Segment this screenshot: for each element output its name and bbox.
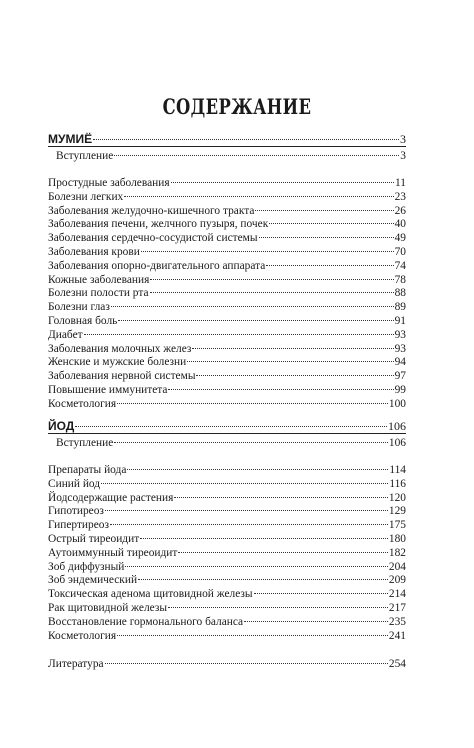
toc-entry-label: Рак щитовидной железы <box>48 602 167 614</box>
toc-entry[interactable] <box>48 355 406 369</box>
toc-entry-label: Йодсодержащие растения <box>48 491 174 504</box>
toc-entry[interactable] <box>48 369 406 383</box>
toc-page-number: 40 <box>394 218 406 231</box>
toc-entry-label: Болезни легких <box>48 190 124 203</box>
toc-page-number: 106 <box>388 419 406 433</box>
toc-page-number: 180 <box>388 533 406 545</box>
toc-page-number: 209 <box>388 574 406 587</box>
toc-page-number: 175 <box>388 519 406 532</box>
toc-page-number: 120 <box>388 491 406 504</box>
dot-leader <box>124 196 393 197</box>
toc-entry[interactable] <box>48 231 406 245</box>
toc-entry[interactable] <box>48 532 406 546</box>
toc-entry[interactable] <box>48 245 406 259</box>
toc-page-number: 182 <box>388 546 406 559</box>
section-divider <box>48 146 406 147</box>
toc-entry-label: Повышение иммунитета <box>48 384 168 396</box>
toc-entry-label: Зоб эндемический <box>48 574 138 587</box>
toc-page-number: 204 <box>388 560 406 573</box>
toc-entry-label: Вступление <box>56 150 114 162</box>
toc-page-number: 11 <box>395 177 406 189</box>
dot-leader <box>93 139 399 140</box>
dot-leader <box>168 607 388 608</box>
toc-entry[interactable] <box>48 314 406 328</box>
dot-leader <box>118 320 393 321</box>
toc-entry-label: Заболевания опорно-двигательного аппарата <box>48 259 266 272</box>
toc-page-number: 254 <box>388 658 406 670</box>
dot-leader <box>141 251 394 252</box>
toc-page-number: 97 <box>394 370 406 383</box>
toc-page-number: 49 <box>394 232 406 245</box>
toc-page-number: 94 <box>394 356 406 369</box>
toc-page-number: 23 <box>394 190 406 203</box>
toc-page-number: 116 <box>389 477 406 490</box>
toc-page-number: 93 <box>394 328 406 341</box>
toc-entry-label: Косметология <box>48 397 117 410</box>
dot-leader <box>105 510 388 511</box>
toc-entry-label: Болезни глаз <box>48 301 110 314</box>
toc-page-number: 217 <box>388 602 406 614</box>
toc-page-number: 241 <box>388 629 406 642</box>
dot-leader <box>269 223 393 224</box>
toc-entry[interactable] <box>48 300 406 314</box>
dot-leader <box>127 469 388 470</box>
toc-entry[interactable] <box>48 342 406 356</box>
dot-leader <box>117 403 388 404</box>
dot-leader <box>254 593 388 594</box>
dot-leader <box>174 497 388 498</box>
toc-page-number: 129 <box>388 505 406 518</box>
toc-entry[interactable] <box>56 436 406 450</box>
toc-entry[interactable] <box>48 328 406 342</box>
toc-entry[interactable] <box>48 477 406 491</box>
toc-entry[interactable] <box>48 573 406 587</box>
toc-entry[interactable] <box>48 217 406 231</box>
toc-entry[interactable] <box>48 601 406 615</box>
toc-page-number: 99 <box>394 384 406 396</box>
toc-entry[interactable] <box>48 273 406 287</box>
toc-entry[interactable] <box>48 259 406 273</box>
toc-page-number: 88 <box>394 287 406 300</box>
toc-entry[interactable] <box>48 546 406 560</box>
toc-entry[interactable] <box>48 587 406 601</box>
toc-page-number: 89 <box>394 301 406 314</box>
dot-leader <box>114 155 399 156</box>
toc-entry-label: Зоб диффузный <box>48 560 125 573</box>
toc-page-number: 70 <box>394 246 406 258</box>
toc-entry-label: Литература <box>48 658 104 670</box>
toc-entry[interactable] <box>48 560 406 574</box>
toc-page-number: 3 <box>400 132 406 146</box>
dot-leader <box>138 579 388 580</box>
toc-entry[interactable] <box>56 149 406 163</box>
toc-entry-label: Заболевания крови <box>48 246 140 258</box>
toc-entry-label: Простудные заболевания <box>48 177 170 189</box>
toc-entry-label: Препараты йода <box>48 464 127 476</box>
toc-entry-literature[interactable] <box>48 657 406 671</box>
toc-entry-label: Заболевания печени, желчного пузыря, почек <box>48 218 269 231</box>
toc-entry[interactable] <box>48 204 406 218</box>
toc-page-number: 78 <box>394 273 406 286</box>
dot-leader <box>192 348 393 349</box>
toc-entry[interactable] <box>48 176 406 190</box>
toc-section-label: МУМИЁ <box>48 132 93 146</box>
toc-page-number: 114 <box>389 464 406 476</box>
toc-entry-label: Вступление <box>56 437 114 449</box>
toc-entry[interactable] <box>48 615 406 629</box>
toc-entry-label: Гипертиреоз <box>48 519 109 532</box>
dot-leader <box>168 389 393 390</box>
toc-entry[interactable] <box>48 518 406 532</box>
dot-leader <box>111 306 394 307</box>
toc-entry-label: Острый тиреоидит <box>48 533 140 545</box>
toc-section-label: ЙОД <box>48 419 75 433</box>
dot-leader <box>266 265 393 266</box>
dot-leader <box>150 279 393 280</box>
toc-entry-label: Заболевания молочных желез <box>48 342 192 355</box>
toc-entry-label: Заболевания желудочно-кишечного тракта <box>48 204 255 217</box>
toc-entry-label: Головная боль <box>48 315 118 327</box>
toc-page-number: 235 <box>388 615 406 628</box>
toc-entry-label: Заболевания нервной системы <box>48 370 196 383</box>
dot-leader <box>110 524 388 525</box>
dot-leader <box>259 237 394 238</box>
toc-entry[interactable] <box>48 397 406 411</box>
toc-entry-label: Восстановление гормонального баланса <box>48 615 244 628</box>
dot-leader <box>178 552 388 553</box>
toc-section-iod[interactable] <box>48 419 406 433</box>
dot-leader <box>255 210 393 211</box>
dot-leader <box>244 621 388 622</box>
dot-leader <box>105 663 388 664</box>
toc-entry[interactable] <box>48 491 406 505</box>
dot-leader <box>101 483 388 484</box>
toc-page-number: 93 <box>394 342 406 355</box>
dot-leader <box>84 334 394 335</box>
toc-page-number: 91 <box>394 315 406 327</box>
toc-entry-label: Диабет <box>48 328 83 341</box>
toc-entry[interactable] <box>48 629 406 643</box>
dot-leader <box>75 426 387 427</box>
toc-entry[interactable] <box>48 190 406 204</box>
toc-entry-label: Заболевания сердечно-сосудистой системы <box>48 232 258 245</box>
toc-page-number: 100 <box>388 397 406 410</box>
dot-leader <box>140 538 388 539</box>
dot-leader <box>187 361 393 362</box>
toc-page-number: 74 <box>394 259 406 272</box>
toc-entry-label: Синий йод <box>48 477 101 490</box>
dot-leader <box>117 635 388 636</box>
toc-page-number: 214 <box>388 588 406 601</box>
toc-entry[interactable] <box>48 504 406 518</box>
toc-page-number: 3 <box>400 150 406 162</box>
toc-entry-label: Токсическая аденома щитовидной железы <box>48 588 253 601</box>
toc-entry-label: Гипотиреоз <box>48 505 104 518</box>
toc-page-number: 106 <box>388 437 406 449</box>
page-title: СОДЕРЖАНИЕ <box>162 94 312 119</box>
toc-entry-label: Аутоиммунный тиреоидит <box>48 546 178 559</box>
toc-entry[interactable] <box>48 286 406 300</box>
section-divider <box>48 433 406 434</box>
toc-entry-label: Женские и мужские болезни <box>48 356 187 369</box>
toc-section-mumie[interactable] <box>48 132 406 146</box>
dot-leader <box>196 375 393 376</box>
toc-entry-label: Кожные заболевания <box>48 273 150 286</box>
toc-entry-label: Болезни полости рта <box>48 287 149 300</box>
dot-leader <box>114 442 388 443</box>
dot-leader <box>171 182 394 183</box>
dot-leader <box>150 292 394 293</box>
dot-leader <box>125 566 388 567</box>
toc-entry[interactable] <box>48 463 406 477</box>
toc-entry[interactable] <box>48 383 406 397</box>
toc-entry-label: Косметология <box>48 629 117 642</box>
toc-page-number: 26 <box>394 204 406 217</box>
